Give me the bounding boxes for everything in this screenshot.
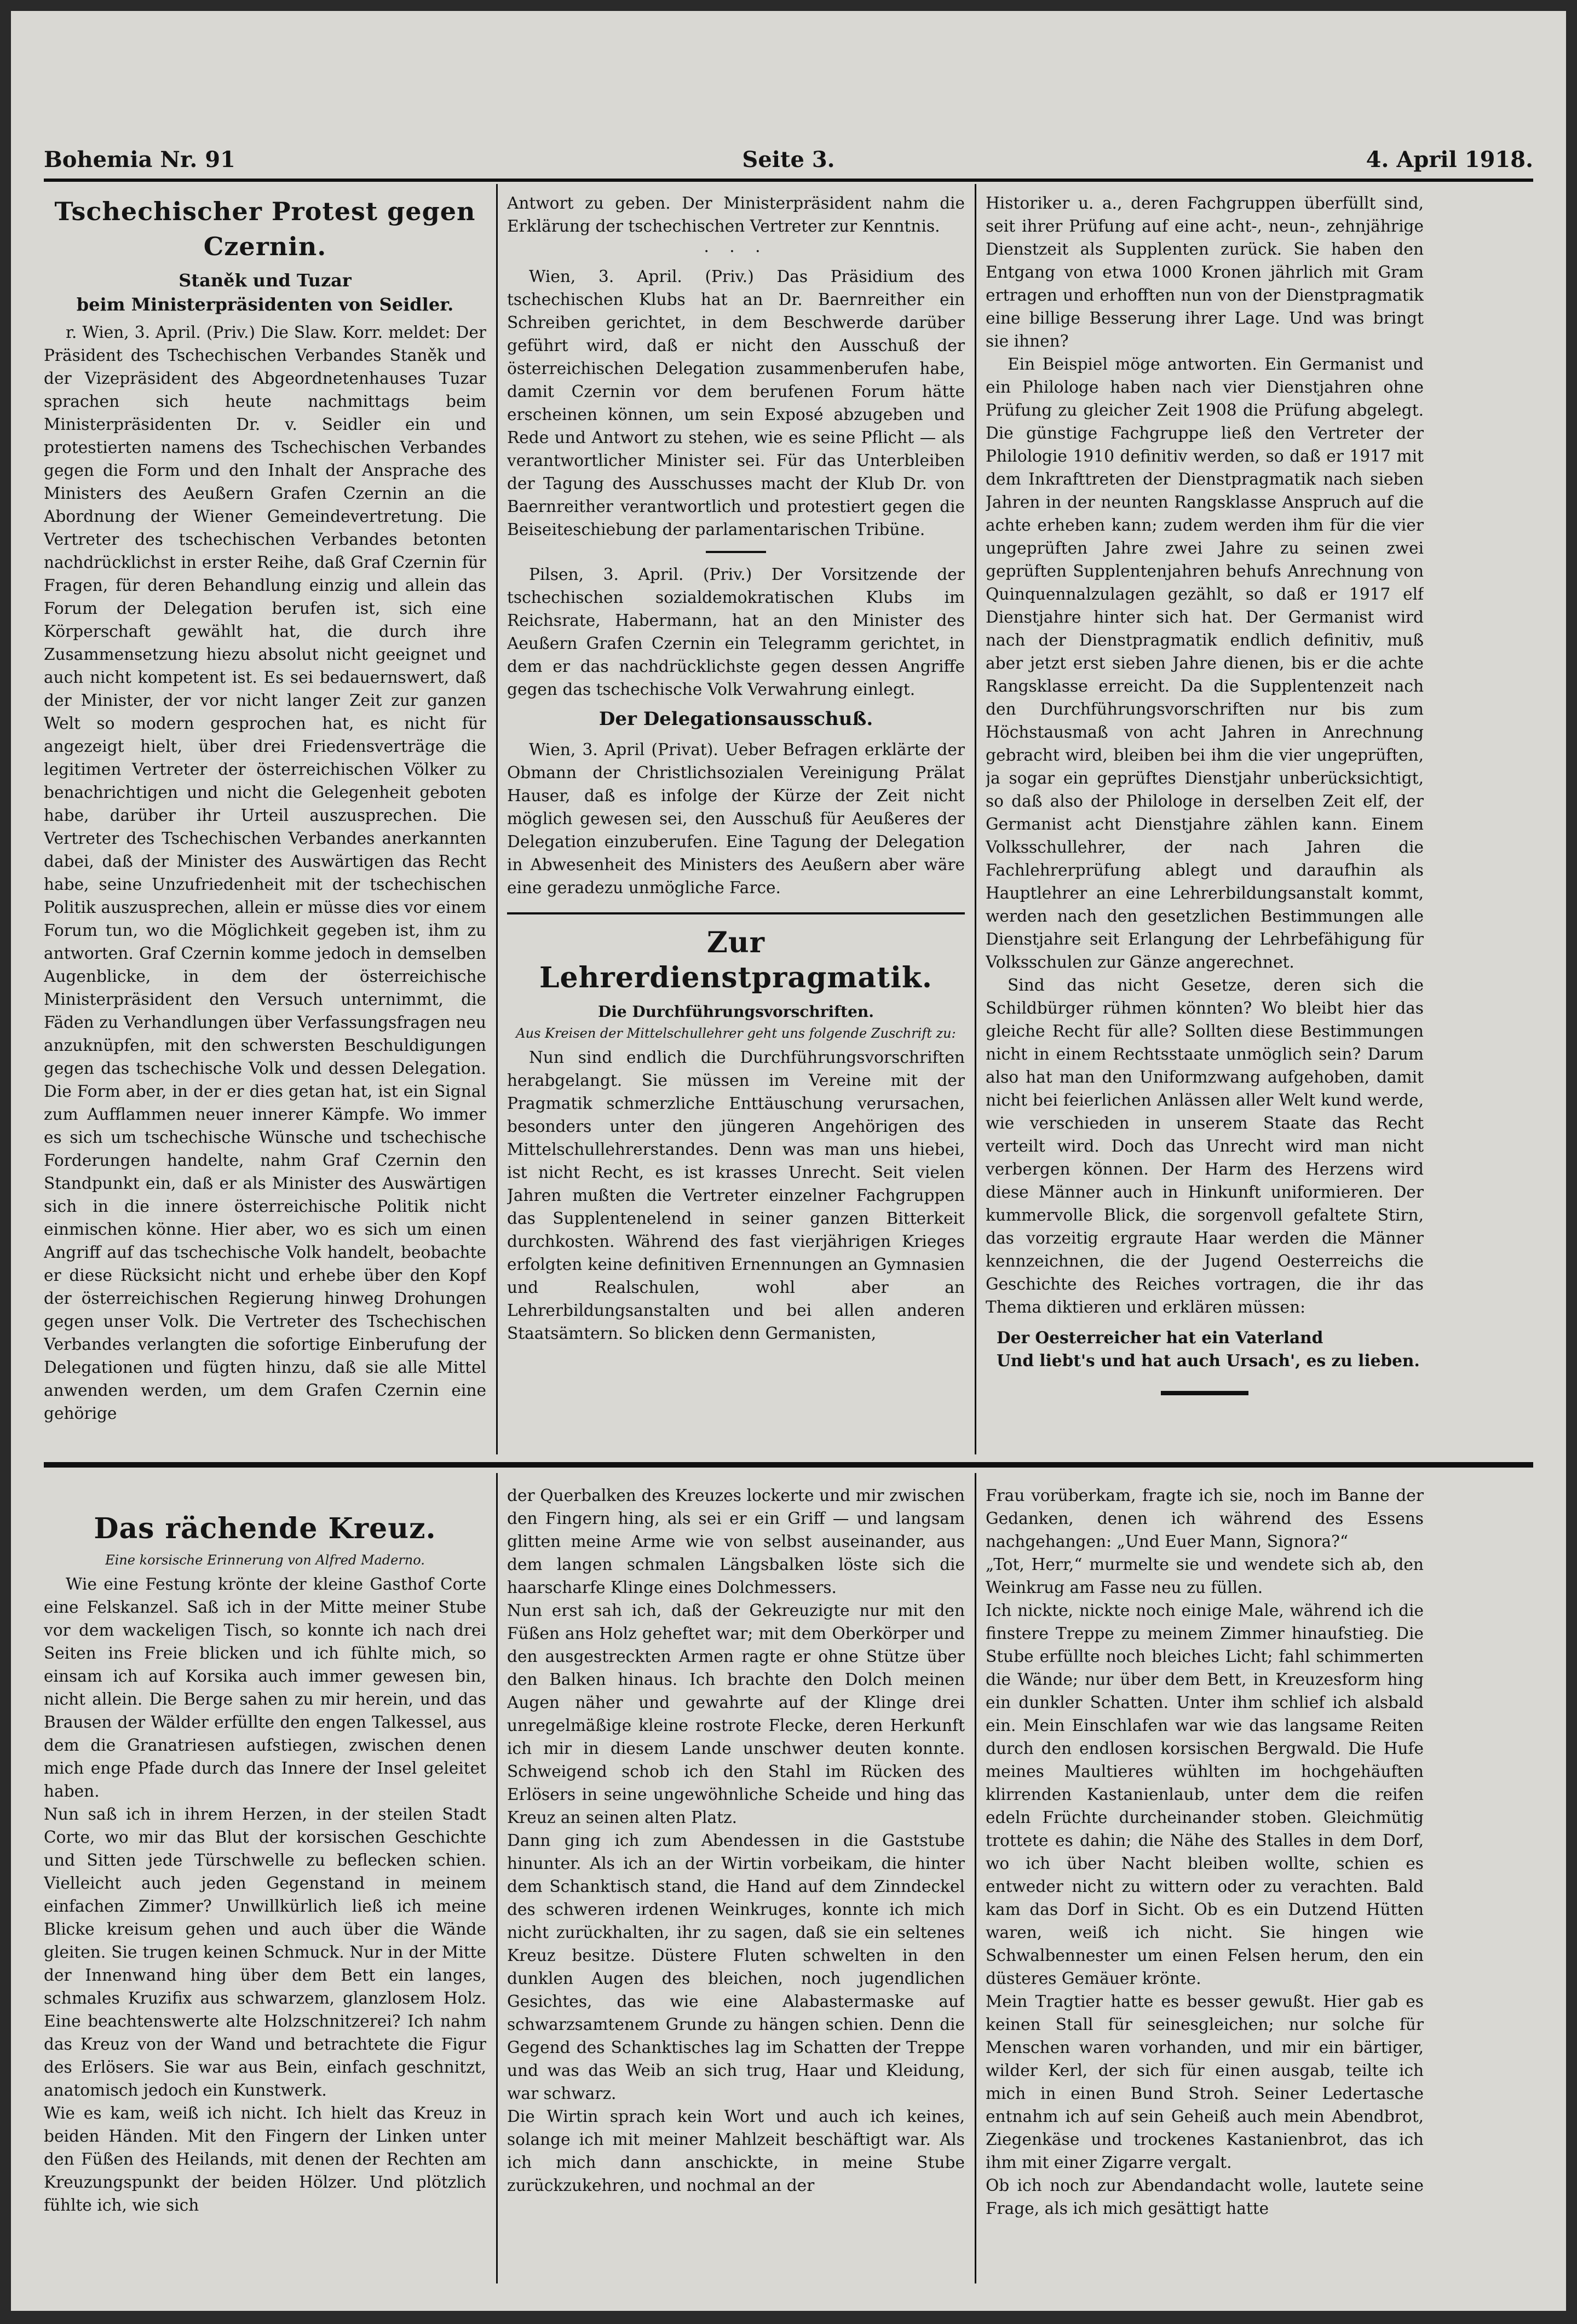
header-page-number: Seite 3. <box>742 147 835 172</box>
article-continuation: Historiker u. a., deren Fachgruppen überfüllt sind, seit ihrer Prüfung auf eine acht-, neun-, zehnjährige Dienstzeit als Supplenten zurück. Sie haben den Entgang von etwa 1000 Kronen jährlich mit Gram ertragen und erhofften nun von der Dienstpragmatik eine billige Besserung ihrer Lage. Und was bringt sie ihnen? <box>986 194 1424 350</box>
article-body: r. Wien, 3. April. (Priv.) Die Slaw. Korr. meldet: Der Präsident des Tschechischen Verbandes Staněk und der Vizepräsident des Abgeordnetenhauses Tuzar sprachen sich heute nachmittags beim Ministerpräsidenten Dr. v. Seidler ein und protestierten namens des Tschechischen Verbandes gegen die Form und den Inhalt der Ansprache des Ministers des Aeußern Grafen Czernin an die Abordnung der Wiener Gemeindevertretung. Die Vertreter des tschechischen Verbandes betonten nachdrücklichst in erster Reihe, daß Graf Czernin für Fragen, für deren Behandlung einzig und allein das Forum der Delegation berufen ist, sich eine Körperschaft gewählt hat, die durch ihre Zusammensetzung hiezu absolut nicht geeignet und auch nicht kompetent ist. Es sei bedauernswert, daß der Minister, der vor nicht langer Zeit zur ganzen Welt so modern gesprochen hat, es nicht für angezeigt hielt, über drei Friedensverträge die legitimen Vertreter der österreichischen Völker zu benachrichtigen und nicht die Gelegenheit geboten habe, darüber ihr Urteil auszusprechen. Die Vertreter des Tschechischen Verbandes anerkannten dabei, daß der Minister des Auswärtigen das Recht habe, seine Unzufriedenheit mit der tschechischen Politik auszusprechen, allein er müsse dies vor einem Forum tun, wo die Möglichkeit gegeben ist, ihm zu antworten. Graf Czernin komme jedoch in demselben Augenblicke, in dem der österreichische Ministerpräsident den Versuch unternimmt, die Fäden zu Verhandlungen über Verfassungsfragen neu anzuknüpfen, mit den schwersten Beschuldigungen gegen das tschechische Volk und dessen Delegation. Die Form aber, in der er dies getan hat, ist ein Signal zum Aufflammen neuer innerer Kämpfe. Wo immer es sich um tschechische Wünsche und tschechische Forderungen handelte, nahm Graf Czernin den Standpunkt ein, daß er als Minister des Auswärtigen sich in die innere österreichische Politik nicht einmischen könne. Hier aber, wo es sich um einen Angriff auf das tschechische Volk handelt, beobachte er diese Rücksicht nicht und erhebe über den Kopf der österreichischen Regierung hinweg Drohungen gegen unser Volk. Die Vertreter des Tschechischen Verbandes verlangten die sofortige Einberufung der Delegationen und fügten hinzu, daß sie alle Mittel anwenden werden, um dem Grafen Czernin eine gehörige <box>44 323 486 1423</box>
section-rule <box>507 912 965 914</box>
header-masthead: Bohemia Nr. 91 <box>44 147 235 172</box>
column-rule <box>496 184 498 1454</box>
subheadline-regulations: Die Durchführungsvorschriften. <box>598 1003 874 1021</box>
verse-line: Und liebt's und hat auch Ursach', es zu lieben. <box>997 1351 1420 1370</box>
headline-delegation-committee: Der Delegationsausschuß. <box>598 708 873 730</box>
headline-czernin-protest: Tschechischer Protest gegen Czernin. <box>54 197 476 261</box>
feuilleton-text: der Querbalken des Kreuzes lockerte und mir zwischen den Fingern hing, als sei er ein Griff — und langsam glitten meine Arme wie von selbst auseinander, aus dem langen schmalen Längsbalken löste sich die haarscharfe Klinge eines Dolchmessers. Nun erst sah ich, daß der Gekreuzigte nur mit den Füßen ans Holz geheftet war; mit dem Oberkörper und den ausgestreckten Armen ragte er ohne Stütze über den Balken hinaus. Ich brachte den Dolch meinen Augen näher und gewahrte auf der Klinge drei unregelmäßige kleine rostrote Flecke, deren Herkunft ich mir in diesem Lande unschwer deuten konnte. Schweigend schob ich den Stahl im Rücken des Erlösers in seine ungewöhnliche Scheide und hing das Kreuz an seinen alten Platz. Dann ging ich zum Abendessen in die Gaststube hinunter. Als ich an der Wirtin vorbeikam, die hinter dem Schanktisch stand, die Hand auf dem Zinndeckel des schweren irdenen Weinkruges, konnte ich mich nicht zurückhalten, ihr zu sagen, daß sie ein seltenes Kreuz besitze. Düstere Fluten schwelten in den dunklen Augen des bleichen, noch jugendlichen Gesichtes, das wie eine Alabastermaske auf schwarzsamtenem Grunde zu hängen schien. Denn die Gegend des Schanktisches lag im Schatten der Treppe und was das Weib an sich trug, Haar und Kleidung, war schwarz. Die Wirtin sprach kein Wort und auch ich keines, solange ich mit meiner Mahlzeit beschäftigt war. Als ich mich dann anschickte, in meine Stube zurückzukehren, und nochmal an der <box>507 1486 965 2195</box>
separator-dots: · · · <box>704 242 768 261</box>
page-header <box>44 137 1533 181</box>
article-column-middle <box>507 192 965 1451</box>
header-date: 4. April 1918. <box>1366 147 1533 172</box>
feuilleton-rule <box>44 1462 1533 1468</box>
header-rule <box>44 179 1533 182</box>
article-column-right <box>986 192 1424 1451</box>
headline-avenging-cross: Das rächende Kreuz. <box>94 1512 436 1545</box>
verse-line: Der Oesterreicher hat ein Vaterland <box>997 1328 1323 1347</box>
column-rule <box>975 1473 976 2283</box>
feuilleton-column-2 <box>507 1484 965 2289</box>
end-mark <box>1161 1391 1248 1395</box>
article-body: Nun sind endlich die Durchführungsvorschriften herabgelangt. Sie müssen im Vereine mit der Pragmatik schmerzliche Enttäuschung verursachen, besonders unter den jüngeren Angehörigen des Mittelschullehrerstandes. Denn was man uns hiebei, ist nicht Recht, es ist krasses Unrecht. Seit vielen Jahren mußten die Vertreter einzelner Fachgruppen das Supplentenelend in seiner ganzen Bitterkeit durchkosten. Während des fast vierjährigen Krieges erfolgten keine definitiven Ernennungen an Gymnasien und Realschulen, wohl aber an Lehrerbildungsanstalten und bei allen anderen Staatsämtern. So blicken denn Germanisten, <box>507 1048 965 1343</box>
newspaper-page <box>11 11 1566 2311</box>
article-paragraph: Sind das nicht Gesetze, deren sich die Schildbürger rühmen könnten? Wo bleibt hier das gleiche Recht für alle? Sollten diese Bestimmungen nicht in einem Rechtsstaate unmöglich sein? Darum also hat man den Uniformzwang aufgehoben, damit nicht bei feierlichen Anlässen aller Welt kund werde, wie verschieden in unserem Staate das Recht verteilt wird. Doch das Unrecht wird man nicht verbergen können. Der Harm des Herzens wird diese Männer auch in Hinkunft uniformieren. Der kummervolle Blick, die sorgenvoll gefaltete Stirn, das vorzeitig ergraute Haar werden die Männer kennzeichnen, die der Jugend Oesterreichs die Geschichte des Reiches vortragen, die ihr das Thema diktieren und erklären müssen: <box>986 976 1424 1316</box>
feuilleton-column-3 <box>986 1484 1424 2289</box>
news-item-pilsen: Pilsen, 3. April. (Priv.) Der Vorsitzende der tschechischen sozialdemokratischen Klubs im Reichsrate, Habermann, hat an den Minister des Aeußern Grafen Czernin ein Telegramm gerichtet, in dem er das nachdrücklichste gegen dessen Angriffe gegen das tschechische Volk Verwahrung einlegt. <box>507 565 965 699</box>
subheadline-seidler: beim Ministerpräsidenten von Seidler. <box>76 294 454 315</box>
column-rule <box>496 1473 498 2283</box>
subheadline-stanek-tuzar: Staněk und Tuzar <box>179 270 352 291</box>
feuilleton-byline: Eine korsische Erinnerung von Alfred Maderno. <box>105 1552 425 1568</box>
intro-line: Aus Kreisen der Mittelschullehrer geht uns folgende Zuschrift zu: <box>516 1026 956 1041</box>
feuilleton-column-1 <box>44 1484 486 2289</box>
headline-teacher-pragmatics: Zur Lehrerdienstpragmatik. <box>539 926 933 994</box>
article-czernin-protest <box>44 192 486 1451</box>
separator-dash <box>706 551 766 553</box>
article-continuation: Antwort zu geben. Der Ministerpräsident nahm die Erklärung der tschechischen Vertreter zur Kenntnis. <box>507 194 965 235</box>
feuilleton-text: Wie eine Festung krönte der kleine Gasthof Corte eine Felskanzel. Saß ich in der Mitte meiner Stube vor dem wackeligen Tisch, so konnte ich nach drei Seiten ins Freie blicken und ich fühlte mich, so einsam ich auf Korsika auch immer gewesen bin, nicht allein. Die Berge sahen zu mir herein, und das Brausen der Wälder erfüllte den engen Talkessel, aus dem die Granatriesen aufstiegen, zwischen denen mich enge Pfade durch das Innere der Insel geleitet haben. Nun saß ich in ihrem Herzen, in der steilen Stadt Corte, wo mir das Blut der korsischen Geschichte und Sitten jede Türschwelle zu beflecken schien. Vielleicht auch jeden Gegenstand in meinem einfachen Zimmer? Unwillkürlich ließ ich meine Blicke kreisum gehen und auch über die Wände gleiten. Sie trugen keinen Schmuck. Nur in der Mitte der Innenwand hing über dem Bett ein langes, schmales Kruzifix aus schwarzem, glanzlosem Holz. Eine beachtenswerte alte Holzschnitzerei? Ich nahm das Kreuz von der Wand und betrachtete die Figur des Erlösers. Sie war aus Bein, einfach geschnitzt, anatomisch jedoch ein Kunstwerk. Wie es kam, weiß ich nicht. Ich hielt das Kreuz in beiden Händen. Mit den Fingern der Linken unter den Füßen des Heilands, mit denen der Rechten am Kreuzungspunkt der beiden Hölzer. Und plötzlich fühlte ich, wie sich <box>44 1575 486 2214</box>
feuilleton-text: Frau vorüberkam, fragte ich sie, noch im Banne der Gedanken, denen ich während des Essens nachgehangen: „Und Euer Mann, Signora?“ „Tot, Herr,“ murmelte sie und wendete sich ab, den Weinkrug am Fasse neu zu füllen. Ich nickte, nickte noch einige Male, während ich die finstere Treppe zu meinem Zimmer hinaufstieg. Die Stube erfüllte noch bleiches Licht; fahl schimmerten die Wände; nur über dem Bett, in Kreuzesform hing ein dunkler Schatten. Unter ihm schlief ich alsbald ein. Mein Einschlafen war wie das langsame Reiten durch den endlosen korsischen Bergwald. Die Hufe meines Maultieres wühlten im hochgehäuften klirrenden Kastanienlaub, unter dem die reifen edeln Früchte durcheinander stoben. Gleichmütig trottete es dahin; die Nähe des Stalles in dem Dorf, wo ich über Nacht bleiben wollte, schien es entweder nicht zu wittern oder zu verachten. Bald kam das Dorf in Sicht. Ob es ein Dutzend Hütten waren, weiß ich nicht. Sie hingen wie Schwalbennester um einen Felsen herum, den ein düsteres Gemäuer krönte. Mein Tragtier hatte es besser gewußt. Hier gab es keinen Stall für seinesgleichen; nur solche für Menschen waren vorhanden, und mir ein bärtiger, wilder Kerl, der sich für einen ausgab, teilte ich mich in einen Bund Stroh. Seiner Ledertasche entnahm ich auf sein Geheiß auch mein Abendbrot, Ziegenkäse und trockenes Kastanienbrot, das ich ihm mit einer Zigarre vergalt. Ob ich noch zur Abendandacht wolle, lautete seine Frage, als ich mich gesättigt hatte <box>986 1486 1424 2218</box>
news-item-vienna: Wien, 3. April. (Priv.) Das Präsidium des tschechischen Klubs hat an Dr. Baernreither ein Schreiben gerichtet, in dem Beschwerde darüber geführt wird, daß er nicht den Ausschuß der österreichischen Delegation zusammenberufen habe, damit Czernin vor dem berufenen Forum hätte erscheinen können, um sein Exposé abzugeben und Rede und Antwort zu stehen, wie es seine Pflicht — als verantwortlicher Minister sei. Für das Unterbleiben der Tagung des Ausschusses macht der Klub Dr. von Baernreither verantwortlich und protestiert gegen die Beiseiteschiebung der parlamentarischen Tribüne. <box>507 267 965 539</box>
article-paragraph: Ein Beispiel möge antworten. Ein Germanist und ein Philologe haben nach vier Dienstjahren ohne Prüfung zu gleicher Zeit 1908 die Prüfung abgelegt. Die günstige Fachgruppe ließ den Vertreter der Philologie 1910 definitiv werden, so daß er 1917 mit dem Inkrafttreten der Dienstpragmatik nach sieben Jahren in der neunten Rangsklasse Anspruch auf die achte erheben kann; zudem werden ihm für die vier ungeprüften Jahre zwei Jahre zu seinen zwei geprüften Supplentenjahren behufs Anrechnung von Quinquennalzulagen gezählt, so daß er 1917 elf Dienstjahre hinter sich hat. Der Germanist wird nach der Dienstpragmatik endlich definitiv, muß aber jetzt erst sieben Jahre dienen, bis er die achte Rangsklasse erreicht. Da die Supplentenzeit nach den Durchführungsvorschriften nur bis zum Höchstausmaß von acht Jahren in Anrechnung gebracht wird, bleiben bei ihm die vier ungeprüften, ja sogar ein geprüftes Dienstjahr unberücksichtigt, so daß also der Philologe in derselben Zeit elf, der Germanist acht Dienstjahre zählen kann. Einem Volksschullehrer, der nach Jahren die Fachlehrerprüfung ablegt und daraufhin als Hauptlehrer an eine Lehrerbildungsanstalt kommt, werden nach den gesetzlichen Bestimmungen alle Dienstjahre seit Erlangung der Lehrbefähigung für Volksschulen zur Gänze angerechnet. <box>986 355 1424 971</box>
column-rule <box>975 184 976 1454</box>
news-item-delegation: Wien, 3. April (Privat). Ueber Befragen erklärte der Obmann der Christlichsozialen Vereinigung Prälat Hauser, daß es infolge der Kürze der Zeit nicht möglich gewesen sei, den Ausschuß für Aeußeres der Delegation einzuberufen. Eine Tagung der Delegation in Abwesenheit des Ministers des Aeußern aber wäre eine geradezu unmögliche Farce. <box>507 740 965 897</box>
